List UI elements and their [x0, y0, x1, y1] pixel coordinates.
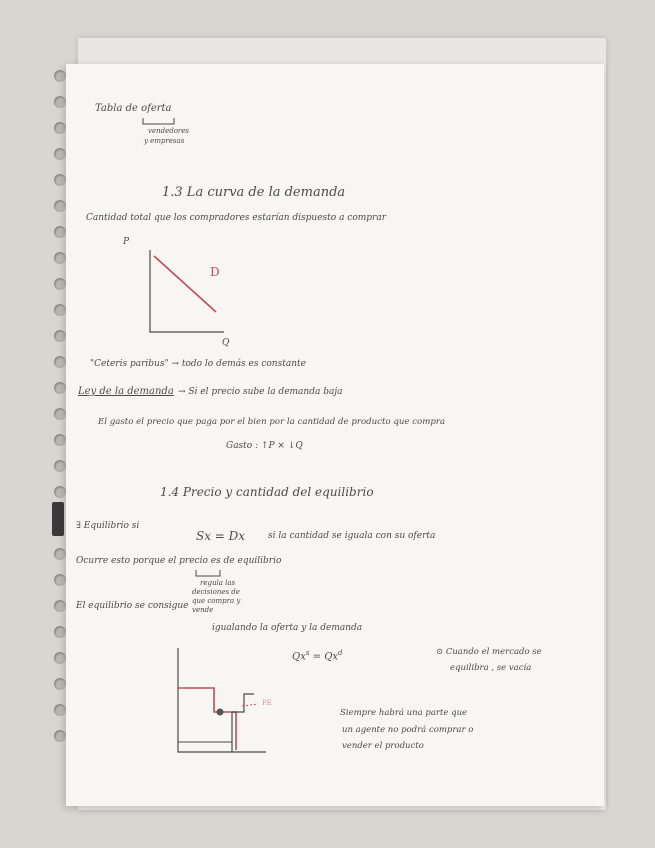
mercado-note: ⊙ Cuando el mercado se	[436, 647, 542, 657]
binder-hole	[54, 652, 66, 664]
binder-hole	[54, 174, 66, 186]
ley-text: → Si el precio sube la demanda baja	[178, 387, 343, 397]
equilibrio-label: ∃ Equilibrio si	[76, 521, 140, 531]
siempre-note: vender el producto	[342, 741, 424, 751]
binder-hole	[54, 548, 66, 560]
siempre-note: un agente no podrá comprar o	[342, 725, 474, 735]
curve-d-label: D	[210, 265, 220, 279]
pe-label: PE	[262, 699, 272, 707]
axis-q-label: Q	[222, 338, 230, 348]
equilibrio-condition: si la cantidad se iguala con su oferta	[268, 531, 436, 541]
regula-note: decisiones de	[192, 588, 240, 596]
binder-hole	[54, 460, 66, 472]
binder-hole	[54, 434, 66, 446]
binder-hole	[54, 330, 66, 342]
tabla-label: Tabla de oferta	[95, 103, 172, 114]
ocurre-text: Ocurre esto porque el precio es de equilibrio	[76, 556, 282, 566]
tabla-sub-2: y empresas	[144, 137, 185, 145]
binder-hole	[54, 626, 66, 638]
formula-qd-sup: d	[338, 649, 343, 657]
binder-hole	[54, 574, 66, 586]
binder-hole	[54, 226, 66, 238]
formula-qs-base: Qx	[292, 651, 306, 663]
igualando-text: igualando la oferta y la demanda	[212, 623, 363, 633]
binder-hole	[54, 304, 66, 316]
axis-p-label: P	[123, 237, 130, 247]
binder-hole	[54, 122, 66, 134]
binder-hole	[54, 252, 66, 264]
binder-hole	[54, 678, 66, 690]
binder-hole	[54, 148, 66, 160]
regula-note: que compra y	[192, 597, 241, 605]
divider-tab	[52, 502, 64, 536]
ley-title: Ley de la demanda	[78, 386, 174, 397]
binder-hole	[54, 70, 66, 82]
binder-hole	[54, 356, 66, 368]
gasto-formula: Gasto : ↑P × ↓Q	[226, 441, 303, 451]
binder-hole	[54, 600, 66, 612]
regula-note: vende	[192, 606, 214, 614]
gasto-text: El gasto el precio que paga por el bien por la cantidad de producto que compra	[98, 417, 446, 427]
regula-note: regula las	[200, 579, 236, 587]
equilibrio-formula: Sx = Dx	[196, 529, 246, 543]
binder-hole	[54, 278, 66, 290]
section-heading: 1.3 La curva de la demanda	[162, 185, 346, 200]
binder-hole	[54, 382, 66, 394]
definition-text: Cantidad total que los compradores estarían dispuesto a comprar	[86, 213, 387, 223]
binder-hole	[54, 704, 66, 716]
demand-curve-sketch	[146, 248, 226, 338]
ceteris-paribus-text: "Ceteris paribus" → todo lo demás es constante	[90, 359, 306, 369]
notebook-page	[66, 64, 604, 806]
binder-hole	[54, 408, 66, 420]
siempre-note: Siempre habrá una parte que	[340, 708, 468, 718]
binder-hole	[54, 200, 66, 212]
equilibrio-se-text: El equilibrio se consigue	[76, 601, 189, 611]
binder-hole	[54, 96, 66, 108]
formula-qs-sup: s	[305, 649, 310, 657]
formula-qd-base: Qx	[324, 651, 339, 663]
formula-qs	[292, 650, 343, 662]
binder-hole	[54, 730, 66, 742]
mercado-note: equilibra , se vacía	[450, 663, 532, 673]
section-heading: 1.4 Precio y cantidad del equilibrio	[160, 485, 374, 499]
tabla-sub-1: vendedores	[148, 127, 190, 135]
binder-hole	[54, 486, 66, 498]
formula-equals: =	[309, 651, 325, 663]
